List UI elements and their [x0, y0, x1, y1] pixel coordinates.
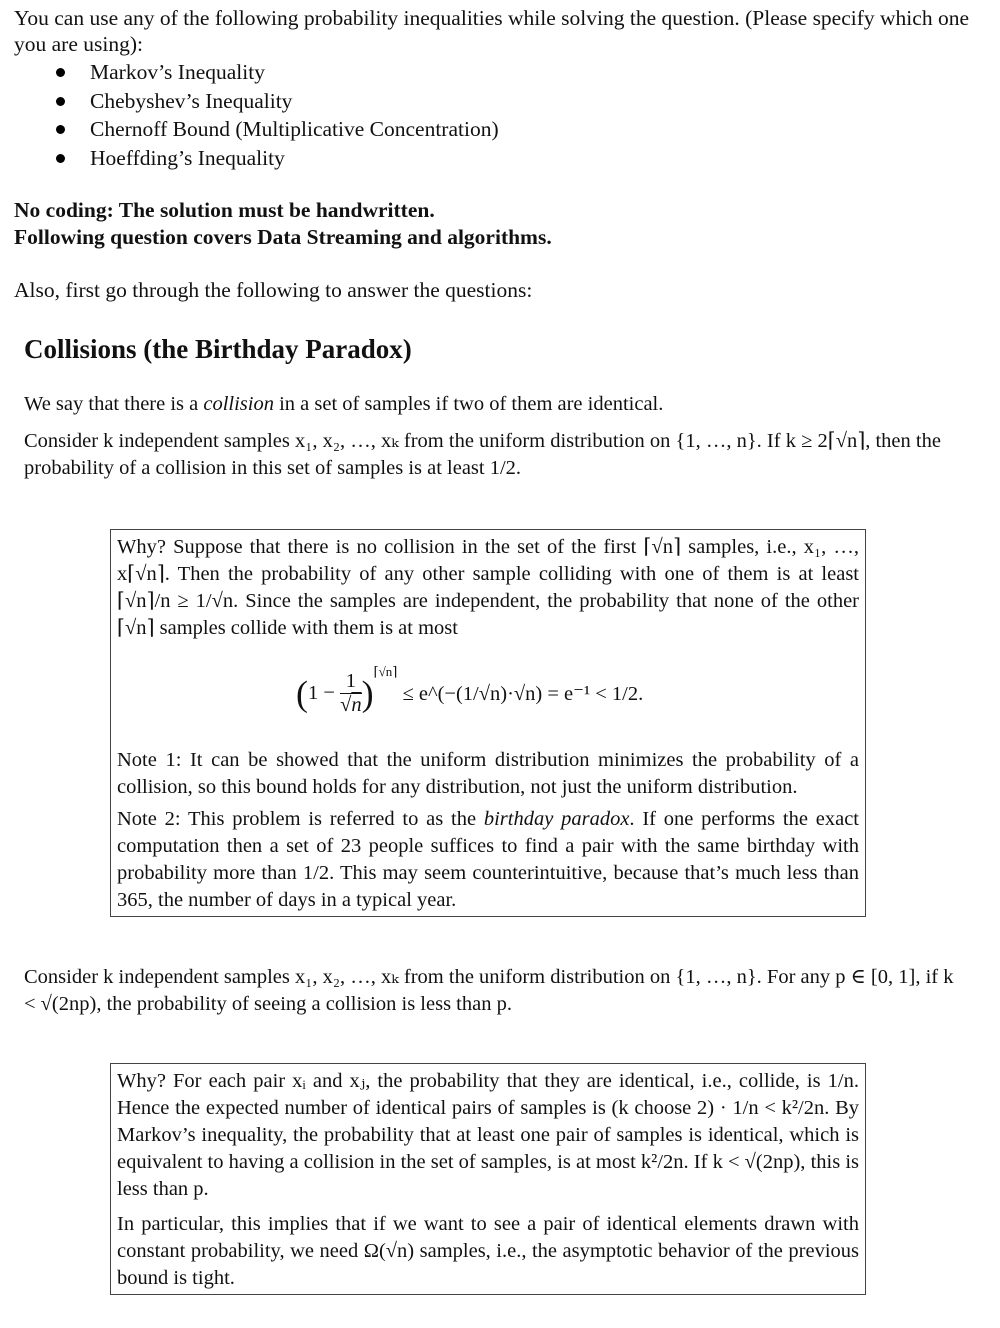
- formula-paren-open: (: [296, 673, 308, 714]
- section-title: Collisions (the Birthday Paradox): [24, 334, 412, 364]
- explanation-box-1: [110, 529, 866, 917]
- list-item: Chernoff Bound (Multiplicative Concentration): [54, 115, 499, 144]
- explanation-box-2: [110, 1063, 866, 1295]
- box1-note1: Note 1: It can be showed that the uniform distribution minimizes the probability of a collision, so this bound holds for any distribution, not just the uniform distribution.: [117, 749, 859, 798]
- note2-emphasis: birthday paradox: [483, 808, 630, 830]
- definition-paragraph: [24, 391, 954, 418]
- formula-rhs: ≤ e^(−(1/√n)·√n) = e⁻¹ < 1/2.: [402, 683, 644, 705]
- list-item: Hoeffding’s Inequality: [54, 144, 499, 173]
- inequality-list: [54, 58, 499, 172]
- box2-why: Why? For each pair xᵢ and xⱼ, the probability that they are identical, i.e., collide, is 1/n. Hence the expected number of identical pairs of samples is (k choose 2) · 1/n < k²/2n. By Markov’s inequality, the probability that at least one pair of samples is identical, which is equivalent to having a collision in the set of samples, is at most k²/2n. If k < √(2np), this is less than p.: [117, 1070, 859, 1200]
- topic-note: Following question covers Data Streaming and algorithms.: [14, 225, 552, 249]
- note2-pre: Note 2: This problem is referred to as the: [117, 808, 484, 830]
- note2-post: . If one performs the exact computation then a set of 23 people suffices to find a pair with the same birthday with probability more than 1/2. This may seem counterintuitive, because that’s much less than 365, the number of days in a typical year.: [117, 808, 860, 911]
- formula-fraction: $\frac{1}{√n}$: [340, 670, 362, 716]
- also-note: Also, first go through the following to answer the questions:: [14, 278, 533, 302]
- list-item: Markov’s Inequality: [54, 58, 499, 87]
- box1-formula: (1 − $\frac{1}{√n}$ )$^{⌈√n⌉}$ ≤ e^(−(1/√n)·√n) = e⁻¹ < 1/2.: [296, 664, 644, 716]
- no-coding-note: No coding: The solution must be handwritten.: [14, 198, 435, 222]
- box1-why: Why? Suppose that there is no collision in the set of the first ⌈√n⌉ samples, i.e., x₁, …, x⌈√n⌉. Then the probability of any other sample colliding with one of them is at least ⌈√n⌉/n ≥ 1/√n. Since the samples are independent, the probability that none of the other ⌈√n⌉ samples collide with them is at most: [117, 536, 859, 639]
- box2-particular: In particular, this implies that if we want to see a pair of identical elements drawn with constant probability, we need Ω(√n) samples, i.e., the asymptotic behavior of the previous bound is tight.: [117, 1213, 859, 1289]
- list-item: Chebyshev’s Inequality: [54, 87, 499, 116]
- claim-2: Consider k independent samples x₁, x₂, …, xₖ from the uniform distribution on {1, …, n}. For any p ∈ [0, 1], if k < √(2np), the probability of seeing a collision is less than p.: [24, 966, 954, 1015]
- claim-1: Consider k independent samples x₁, x₂, …, xₖ from the uniform distribution on {1, …, n}. If k ≥ 2⌈√n⌉, then the probability of a collision in this set of samples is at least 1/2.: [24, 430, 941, 479]
- definition-emphasis: collision: [203, 393, 274, 415]
- instructions-intro: You can use any of the following probability inequalities while solving the question. (Please specify which one you are using):: [14, 6, 969, 56]
- definition-pre: We say that there is a: [24, 393, 204, 415]
- definition-post: in a set of samples if two of them are identical.: [273, 393, 664, 415]
- box1-note2: [117, 806, 859, 914]
